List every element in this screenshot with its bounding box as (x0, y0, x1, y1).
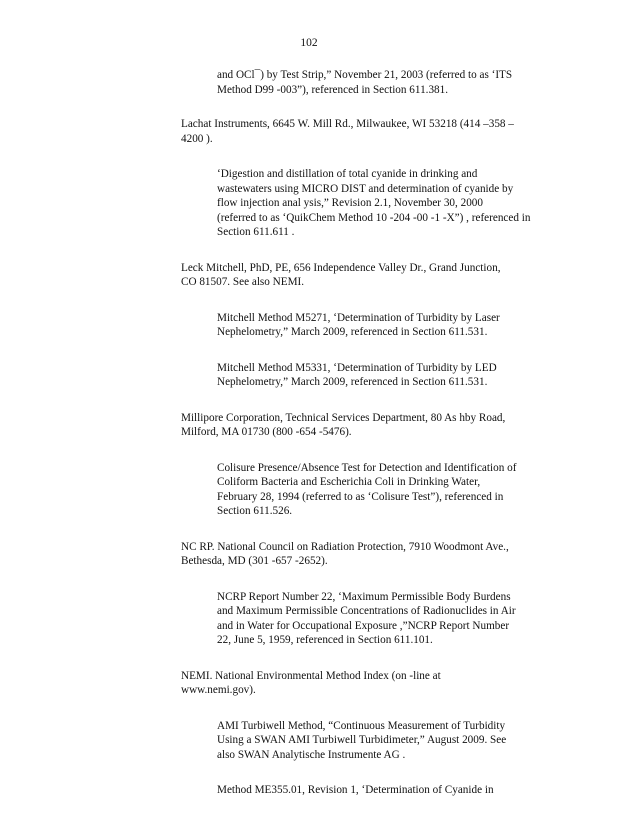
reference-entry-colisure (217, 461, 541, 519)
text-line: Mitchell Method M5331, ‘Determination of Turbidity by LED (217, 361, 497, 374)
text-line: Section 611.526. (217, 505, 293, 517)
text-line: Colisure Presence/Absence Test for Detection and Identification of (217, 461, 517, 474)
text-line: www.nemi.gov). (181, 684, 256, 696)
text-line: and OCl¯) by Test Strip,” November 21, 2003 (referred to as ‘ITS (217, 69, 513, 81)
text-line: Nephelometry,” March 2009, referenced in Section 611.531. (217, 326, 488, 338)
text-line: Nephelometry,” March 2009, referenced in Section 611.531. (217, 376, 488, 388)
text-line: 22, June 5, 1959, referenced in Section 611.101. (217, 634, 433, 646)
document-body (181, 68, 541, 819)
text-line: and Maximum Permissible Concentrations of Radionuclides in Air (217, 605, 516, 617)
text-line: Method ME355.01, Revision 1, ‘Determination of Cyanide in (217, 784, 494, 796)
text-line: AMI Turbiwell Method, “Continuous Measurement of Turbidity (217, 719, 506, 732)
source-entry-lachat (181, 117, 541, 146)
text-line: Section 611.611 . (217, 226, 295, 238)
page-number: 102 (300, 37, 318, 49)
text-line: ‘Digestion and distillation of total cyanide in drinking and (217, 168, 478, 180)
text-line: Milford, MA 01730 (800 -654 -5476). (181, 426, 352, 438)
text-line: and in Water for Occupational Exposure ,”NCRP Report Number (217, 619, 510, 632)
text-line: Millipore Corporation, Technical Services Department, 80 As hby Road, (181, 411, 506, 424)
text-line: NCRP Report Number 22, ‘Maximum Permissible Body Burdens (217, 590, 511, 603)
text-line: flow injection anal ysis,” Revision 2.1, November 30, 2000 (217, 197, 483, 209)
reference-entry-me355 (217, 783, 541, 798)
text-line: NEMI. National Environmental Method Index (on -line at (181, 669, 441, 682)
text-line: (referred to as ‘QuikChem Method 10 -204 -00 -1 -X”) , referenced in (217, 211, 531, 224)
reference-entry-ami-turbiwell (217, 719, 541, 763)
text-line: wastewaters using MICRO DIST and determination of cyanide by (217, 182, 514, 195)
text-line: Lachat Instruments, 6645 W. Mill Rd., Milwaukee, WI 53218 (414 –358 – (181, 118, 514, 130)
source-entry-nemi (181, 669, 541, 698)
reference-entry-its-method (217, 68, 541, 97)
text-line: Using a SWAN AMI Turbiwell Turbidimeter,” August 2009. See (217, 734, 507, 746)
text-line: February 28, 1994 (referred to as ‘Colisure Test”), referenced in (217, 490, 504, 503)
reference-entry-mitchell-m5271 (217, 311, 541, 340)
text-line: Method D99 -003”), referenced in Section 611.381. (217, 83, 449, 96)
text-line: NC RP. National Council on Radiation Protection, 7910 Woodmont Ave., (181, 540, 509, 553)
source-entry-ncrp (181, 540, 541, 569)
source-entry-millipore (181, 411, 541, 440)
source-entry-leck-mitchell (181, 261, 541, 290)
reference-entry-quikchem (217, 167, 541, 240)
text-line: Leck Mitchell, PhD, PE, 656 Independence Valley Dr., Grand Junction, (181, 261, 501, 274)
reference-entry-ncrp-report-22 (217, 590, 541, 648)
text-line: Coliform Bacteria and Escherichia Coli in Drinking Water, (217, 476, 481, 488)
text-line: Mitchell Method M5271, ‘Determination of Turbidity by Laser (217, 311, 500, 324)
text-line: Bethesda, MD (301 -657 -2652). (181, 555, 328, 567)
reference-entry-mitchell-m5331 (217, 361, 541, 390)
text-line: 4200 ). (181, 132, 213, 145)
text-line: also SWAN Analytische Instrumente AG . (217, 748, 406, 761)
text-line: CO 81507. See also NEMI. (181, 276, 305, 288)
